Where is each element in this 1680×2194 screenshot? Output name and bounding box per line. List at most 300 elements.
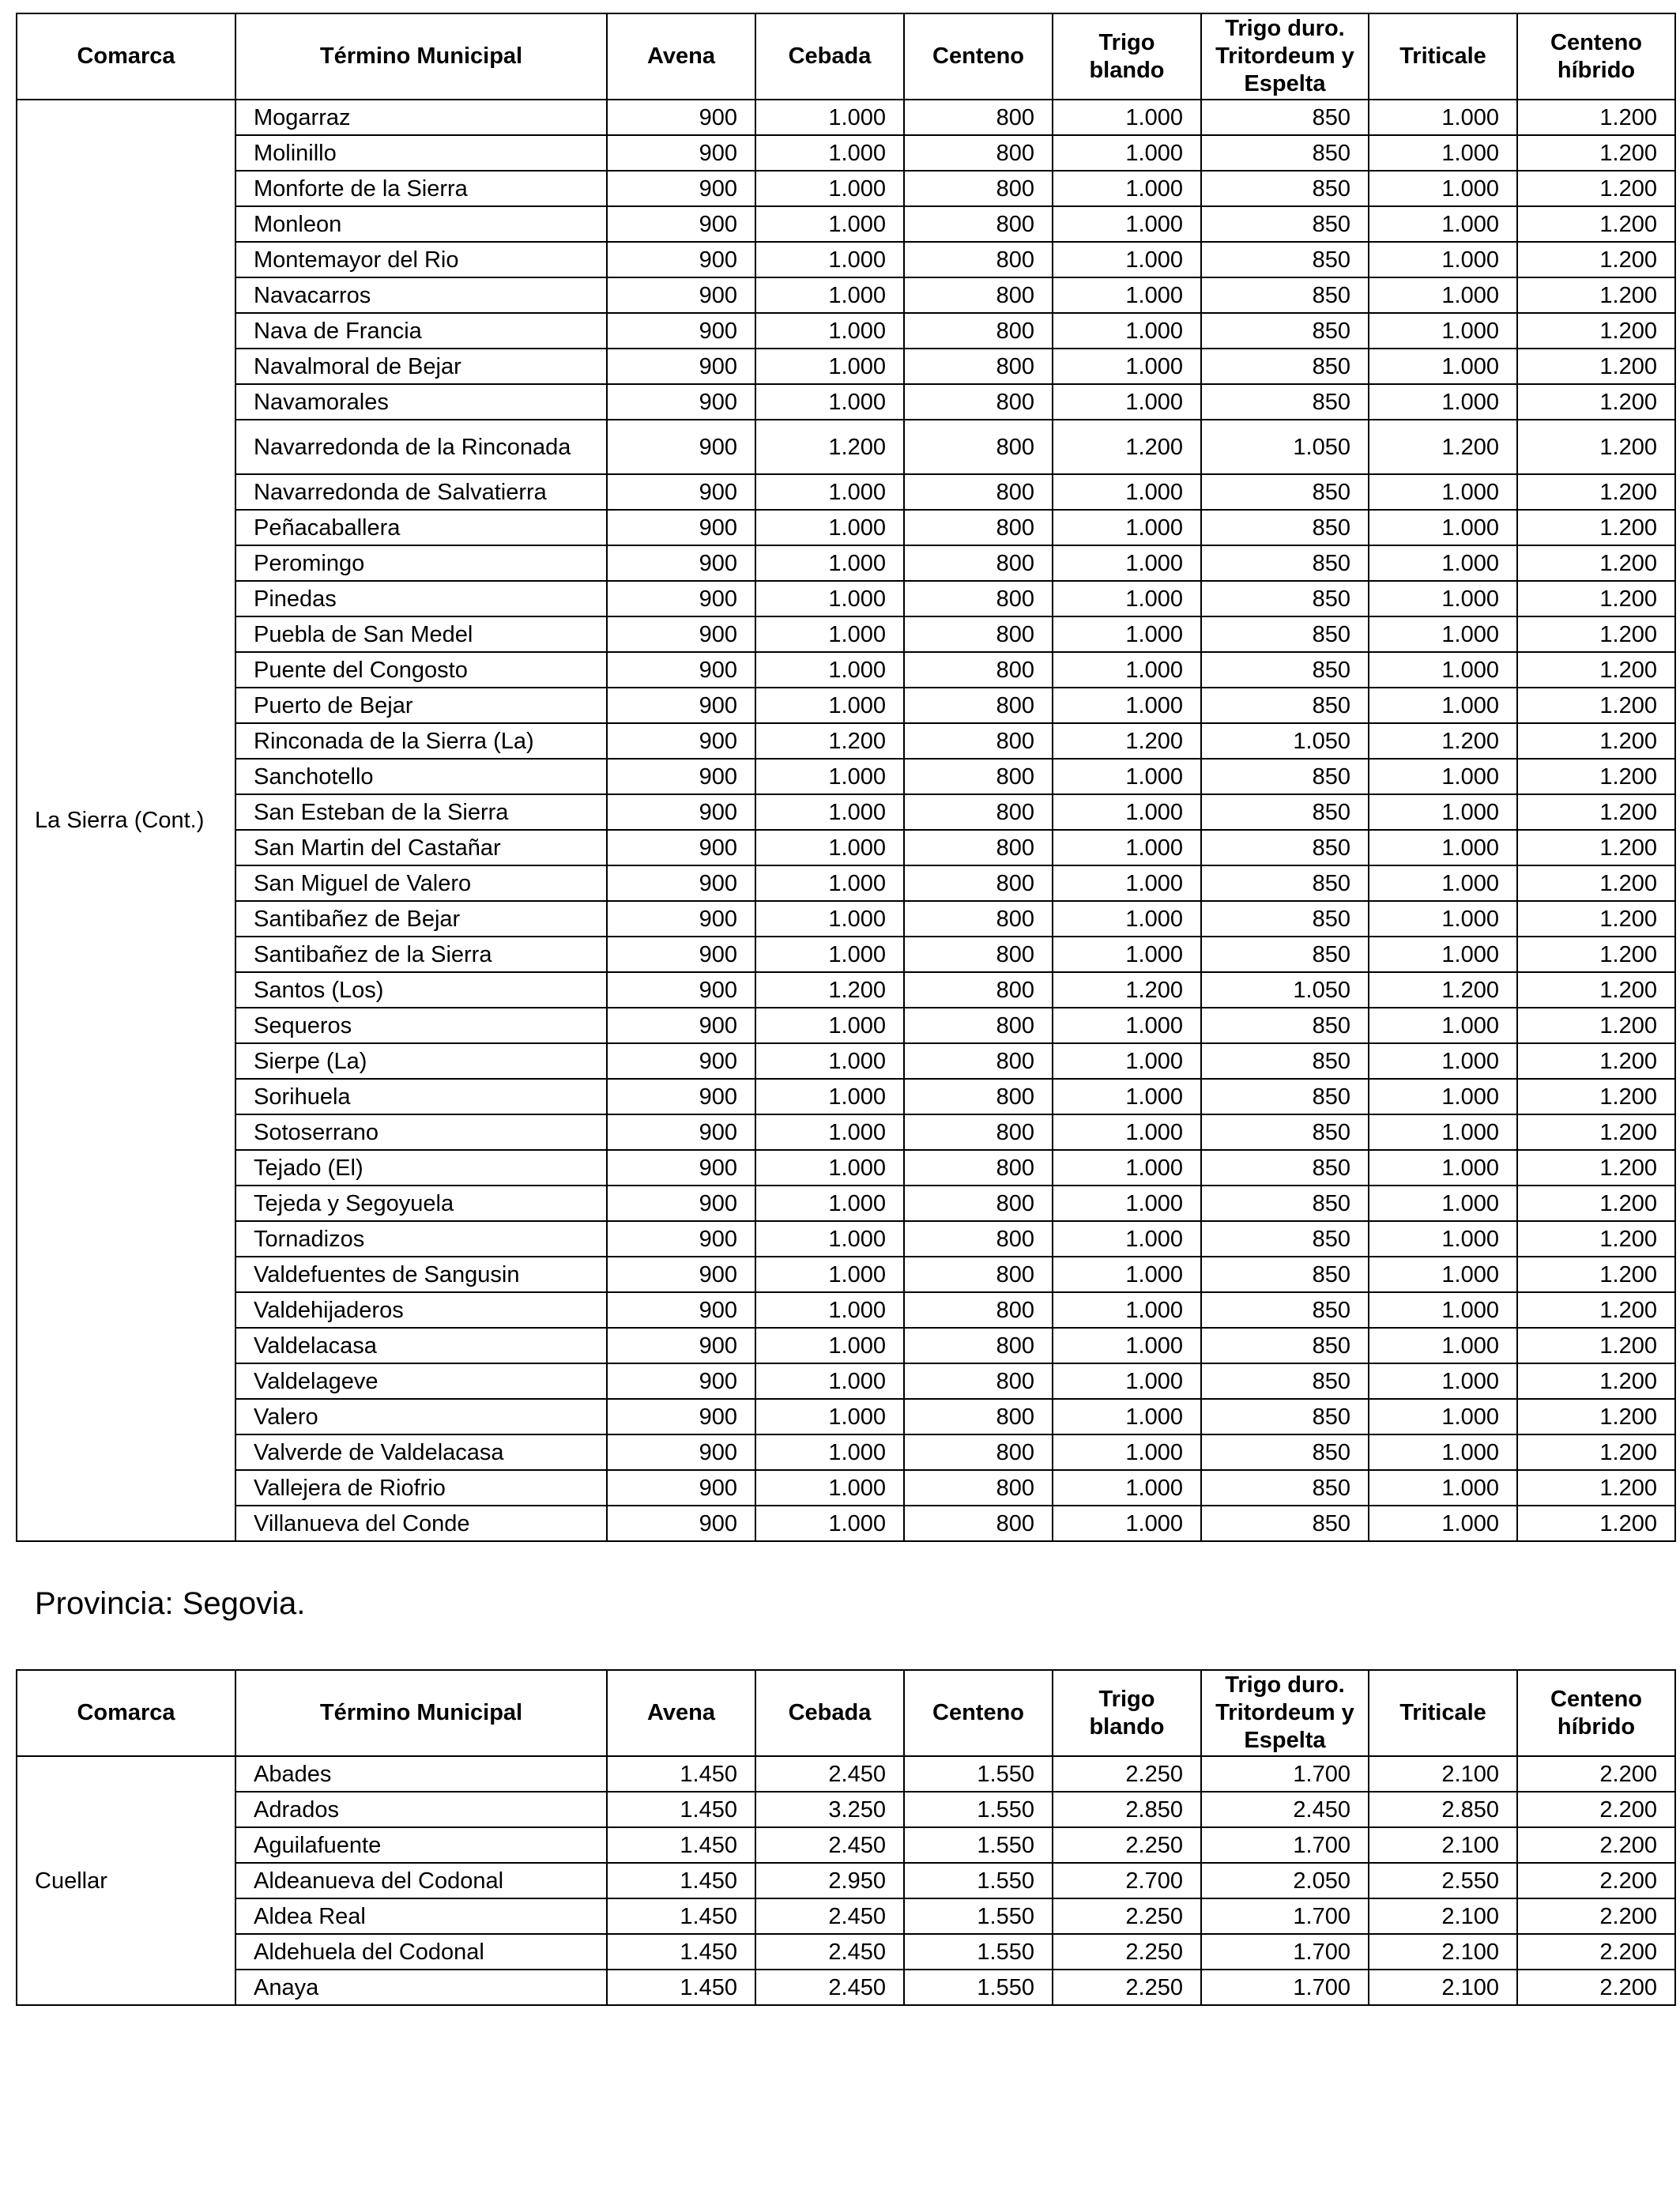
value-cell: 1.200 bbox=[1517, 1043, 1675, 1079]
table-row bbox=[17, 171, 1675, 206]
value-cell: 1.000 bbox=[1369, 277, 1517, 313]
value-cell: 850 bbox=[1201, 100, 1369, 135]
value-cell: 1.200 bbox=[1517, 1292, 1675, 1328]
value-cell: 850 bbox=[1201, 510, 1369, 545]
value-cell: 1.000 bbox=[1369, 1434, 1517, 1470]
value-cell: 1.200 bbox=[1517, 937, 1675, 972]
value-cell: 900 bbox=[607, 830, 755, 865]
municipio-cell: Santibañez de Bejar bbox=[235, 901, 607, 937]
value-cell: 900 bbox=[607, 1186, 755, 1221]
table-row bbox=[17, 723, 1675, 759]
value-cell: 900 bbox=[607, 1363, 755, 1399]
value-cell: 1.000 bbox=[1369, 759, 1517, 794]
value-cell: 1.000 bbox=[755, 1434, 904, 1470]
table-row bbox=[17, 1898, 1675, 1934]
municipio-cell: Tejado (El) bbox=[235, 1150, 607, 1186]
value-cell: 1.200 bbox=[1369, 420, 1517, 474]
value-cell: 1.450 bbox=[607, 1756, 755, 1792]
value-cell: 1.000 bbox=[1053, 242, 1201, 277]
municipio-cell: Puente del Congosto bbox=[235, 652, 607, 688]
value-cell: 850 bbox=[1201, 384, 1369, 420]
value-cell: 1.000 bbox=[1369, 937, 1517, 972]
value-cell: 2.200 bbox=[1517, 1970, 1675, 2005]
table-header-row bbox=[17, 13, 1675, 100]
value-cell: 800 bbox=[904, 937, 1053, 972]
value-cell: 800 bbox=[904, 510, 1053, 545]
value-cell: 800 bbox=[904, 1079, 1053, 1114]
value-cell: 1.200 bbox=[1517, 1186, 1675, 1221]
value-cell: 900 bbox=[607, 759, 755, 794]
value-cell: 900 bbox=[607, 1114, 755, 1150]
municipio-cell: Valero bbox=[235, 1399, 607, 1434]
value-cell: 1.000 bbox=[755, 242, 904, 277]
value-cell: 1.000 bbox=[755, 171, 904, 206]
value-cell: 1.200 bbox=[1053, 420, 1201, 474]
value-cell: 800 bbox=[904, 1434, 1053, 1470]
value-cell: 1.000 bbox=[755, 794, 904, 830]
table-row bbox=[17, 384, 1675, 420]
value-cell: 1.000 bbox=[1053, 688, 1201, 723]
value-cell: 1.000 bbox=[755, 581, 904, 616]
value-cell: 1.000 bbox=[1053, 1434, 1201, 1470]
value-cell: 1.000 bbox=[1369, 901, 1517, 937]
table-header-row bbox=[17, 1670, 1675, 1756]
value-cell: 800 bbox=[904, 688, 1053, 723]
table-row bbox=[17, 1221, 1675, 1257]
value-cell: 1.000 bbox=[755, 1328, 904, 1363]
value-cell: 800 bbox=[904, 1363, 1053, 1399]
municipio-cell: Aguilafuente bbox=[235, 1827, 607, 1863]
table-row bbox=[17, 1470, 1675, 1506]
header-avena: Avena bbox=[607, 1670, 755, 1756]
value-cell: 800 bbox=[904, 616, 1053, 652]
value-cell: 2.250 bbox=[1053, 1934, 1201, 1970]
table-row bbox=[17, 1328, 1675, 1363]
value-cell: 850 bbox=[1201, 1292, 1369, 1328]
value-cell: 1.000 bbox=[1369, 1506, 1517, 1541]
value-cell: 900 bbox=[607, 1434, 755, 1470]
value-cell: 800 bbox=[904, 1150, 1053, 1186]
value-cell: 900 bbox=[607, 1328, 755, 1363]
value-cell: 3.250 bbox=[755, 1792, 904, 1827]
value-cell: 900 bbox=[607, 1079, 755, 1114]
value-cell: 1.000 bbox=[755, 313, 904, 349]
value-cell: 1.000 bbox=[1053, 865, 1201, 901]
value-cell: 850 bbox=[1201, 206, 1369, 242]
value-cell: 1.000 bbox=[1053, 1363, 1201, 1399]
value-cell: 1.000 bbox=[1053, 474, 1201, 510]
value-cell: 800 bbox=[904, 420, 1053, 474]
value-cell: 1.000 bbox=[755, 349, 904, 384]
header-triticale: Triticale bbox=[1369, 1670, 1517, 1756]
value-cell: 1.200 bbox=[1517, 616, 1675, 652]
header-centeno: Centeno bbox=[904, 13, 1053, 100]
value-cell: 1.200 bbox=[1517, 1221, 1675, 1257]
value-cell: 1.550 bbox=[904, 1863, 1053, 1898]
value-cell: 850 bbox=[1201, 652, 1369, 688]
value-cell: 1.000 bbox=[1053, 1079, 1201, 1114]
municipio-cell: Sanchotello bbox=[235, 759, 607, 794]
value-cell: 1.200 bbox=[1517, 474, 1675, 510]
value-cell: 1.000 bbox=[1369, 1186, 1517, 1221]
value-cell: 1.200 bbox=[1517, 135, 1675, 171]
value-cell: 900 bbox=[607, 171, 755, 206]
table-row bbox=[17, 1363, 1675, 1399]
value-cell: 1.000 bbox=[1369, 652, 1517, 688]
value-cell: 800 bbox=[904, 349, 1053, 384]
value-cell: 1.200 bbox=[1517, 420, 1675, 474]
value-cell: 900 bbox=[607, 1399, 755, 1434]
value-cell: 800 bbox=[904, 1292, 1053, 1328]
value-cell: 1.000 bbox=[755, 100, 904, 135]
header-cebada: Cebada bbox=[755, 1670, 904, 1756]
value-cell: 900 bbox=[607, 100, 755, 135]
value-cell: 1.000 bbox=[1369, 545, 1517, 581]
value-cell: 800 bbox=[904, 277, 1053, 313]
table-row bbox=[17, 1150, 1675, 1186]
value-cell: 850 bbox=[1201, 1221, 1369, 1257]
value-cell: 900 bbox=[607, 135, 755, 171]
value-cell: 1.000 bbox=[755, 1114, 904, 1150]
value-cell: 900 bbox=[607, 420, 755, 474]
value-cell: 850 bbox=[1201, 616, 1369, 652]
value-cell: 1.200 bbox=[1517, 901, 1675, 937]
table-row bbox=[17, 794, 1675, 830]
value-cell: 1.200 bbox=[1369, 723, 1517, 759]
value-cell: 800 bbox=[904, 1257, 1053, 1292]
value-cell: 2.700 bbox=[1053, 1863, 1201, 1898]
value-cell: 1.000 bbox=[1369, 206, 1517, 242]
value-cell: 1.000 bbox=[1053, 1114, 1201, 1150]
value-cell: 800 bbox=[904, 1328, 1053, 1363]
value-cell: 1.550 bbox=[904, 1934, 1053, 1970]
value-cell: 1.000 bbox=[1053, 937, 1201, 972]
value-cell: 850 bbox=[1201, 1186, 1369, 1221]
municipio-cell: Montemayor del Rio bbox=[235, 242, 607, 277]
table-body bbox=[17, 100, 1675, 1541]
value-cell: 2.200 bbox=[1517, 1756, 1675, 1792]
value-cell: 1.000 bbox=[755, 937, 904, 972]
value-cell: 2.100 bbox=[1369, 1898, 1517, 1934]
value-cell: 1.000 bbox=[1369, 1257, 1517, 1292]
value-cell: 900 bbox=[607, 384, 755, 420]
table-row bbox=[17, 545, 1675, 581]
value-cell: 1.200 bbox=[1053, 723, 1201, 759]
table-row bbox=[17, 313, 1675, 349]
value-cell: 1.450 bbox=[607, 1970, 755, 2005]
value-cell: 1.000 bbox=[755, 901, 904, 937]
value-cell: 1.000 bbox=[755, 1257, 904, 1292]
value-cell: 850 bbox=[1201, 277, 1369, 313]
value-cell: 2.200 bbox=[1517, 1934, 1675, 1970]
value-cell: 1.000 bbox=[755, 652, 904, 688]
value-cell: 1.700 bbox=[1201, 1827, 1369, 1863]
value-cell: 1.000 bbox=[755, 510, 904, 545]
header-centeno-hibrido: Centeno híbrido bbox=[1517, 13, 1675, 100]
value-cell: 850 bbox=[1201, 794, 1369, 830]
value-cell: 1.200 bbox=[1517, 972, 1675, 1008]
value-cell: 1.000 bbox=[755, 474, 904, 510]
value-cell: 1.000 bbox=[755, 1079, 904, 1114]
municipio-cell: Villanueva del Conde bbox=[235, 1506, 607, 1541]
value-cell: 1.000 bbox=[1369, 616, 1517, 652]
value-cell: 800 bbox=[904, 1399, 1053, 1434]
value-cell: 850 bbox=[1201, 581, 1369, 616]
value-cell: 1.000 bbox=[1369, 581, 1517, 616]
value-cell: 1.000 bbox=[755, 1506, 904, 1541]
value-cell: 900 bbox=[607, 616, 755, 652]
value-cell: 1.000 bbox=[1053, 1221, 1201, 1257]
value-cell: 1.200 bbox=[1517, 206, 1675, 242]
value-cell: 1.450 bbox=[607, 1934, 755, 1970]
value-cell: 1.000 bbox=[1053, 1257, 1201, 1292]
yield-table-segovia bbox=[16, 1669, 1676, 2006]
header-avena: Avena bbox=[607, 13, 755, 100]
value-cell: 1.000 bbox=[1369, 135, 1517, 171]
value-cell: 1.000 bbox=[755, 865, 904, 901]
value-cell: 1.000 bbox=[755, 545, 904, 581]
value-cell: 2.100 bbox=[1369, 1970, 1517, 2005]
value-cell: 1.000 bbox=[1369, 1363, 1517, 1399]
table-row bbox=[17, 135, 1675, 171]
municipio-cell: Monforte de la Sierra bbox=[235, 171, 607, 206]
table-row bbox=[17, 688, 1675, 723]
value-cell: 900 bbox=[607, 1506, 755, 1541]
value-cell: 850 bbox=[1201, 1399, 1369, 1434]
municipio-cell: Santos (Los) bbox=[235, 972, 607, 1008]
value-cell: 1.000 bbox=[1053, 384, 1201, 420]
value-cell: 1.200 bbox=[1517, 277, 1675, 313]
value-cell: 1.000 bbox=[1369, 1328, 1517, 1363]
value-cell: 1.200 bbox=[1517, 652, 1675, 688]
value-cell: 1.700 bbox=[1201, 1970, 1369, 2005]
municipio-cell: Aldea Real bbox=[235, 1898, 607, 1934]
value-cell: 1.200 bbox=[1517, 1008, 1675, 1043]
value-cell: 850 bbox=[1201, 759, 1369, 794]
table-row bbox=[17, 1792, 1675, 1827]
municipio-cell: Tejeda y Segoyuela bbox=[235, 1186, 607, 1221]
value-cell: 1.200 bbox=[1517, 349, 1675, 384]
value-cell: 1.200 bbox=[1369, 972, 1517, 1008]
value-cell: 2.450 bbox=[755, 1756, 904, 1792]
value-cell: 1.200 bbox=[1517, 510, 1675, 545]
municipio-cell: Navacarros bbox=[235, 277, 607, 313]
value-cell: 1.000 bbox=[1053, 616, 1201, 652]
value-cell: 1.000 bbox=[1053, 1008, 1201, 1043]
value-cell: 1.000 bbox=[1053, 794, 1201, 830]
value-cell: 800 bbox=[904, 313, 1053, 349]
value-cell: 1.000 bbox=[1369, 1079, 1517, 1114]
municipio-cell: Tornadizos bbox=[235, 1221, 607, 1257]
municipio-cell: San Esteban de la Sierra bbox=[235, 794, 607, 830]
table-row bbox=[17, 901, 1675, 937]
comarca-cell: La Sierra (Cont.) bbox=[17, 100, 235, 1541]
value-cell: 900 bbox=[607, 1008, 755, 1043]
value-cell: 800 bbox=[904, 206, 1053, 242]
value-cell: 1.000 bbox=[1369, 1470, 1517, 1506]
table-row bbox=[17, 937, 1675, 972]
value-cell: 2.450 bbox=[755, 1898, 904, 1934]
value-cell: 1.000 bbox=[1369, 349, 1517, 384]
value-cell: 1.000 bbox=[755, 1221, 904, 1257]
header-trigo-duro: Trigo duro. Tritordeum y Espelta bbox=[1201, 13, 1369, 100]
header-centeno: Centeno bbox=[904, 1670, 1053, 1756]
municipio-cell: Puebla de San Medel bbox=[235, 616, 607, 652]
value-cell: 1.200 bbox=[1517, 1328, 1675, 1363]
table-row bbox=[17, 510, 1675, 545]
value-cell: 850 bbox=[1201, 937, 1369, 972]
value-cell: 1.200 bbox=[755, 723, 904, 759]
yield-table-salamanca bbox=[16, 13, 1676, 1542]
value-cell: 850 bbox=[1201, 313, 1369, 349]
value-cell: 1.550 bbox=[904, 1827, 1053, 1863]
value-cell: 850 bbox=[1201, 1470, 1369, 1506]
table-row bbox=[17, 206, 1675, 242]
value-cell: 2.200 bbox=[1517, 1827, 1675, 1863]
municipio-cell: Valdefuentes de Sangusin bbox=[235, 1257, 607, 1292]
value-cell: 1.000 bbox=[1369, 242, 1517, 277]
value-cell: 1.200 bbox=[1053, 972, 1201, 1008]
value-cell: 2.100 bbox=[1369, 1827, 1517, 1863]
value-cell: 2.200 bbox=[1517, 1792, 1675, 1827]
table-row bbox=[17, 242, 1675, 277]
value-cell: 1.000 bbox=[755, 1399, 904, 1434]
municipio-cell: Sorihuela bbox=[235, 1079, 607, 1114]
value-cell: 1.000 bbox=[755, 1150, 904, 1186]
value-cell: 1.000 bbox=[1053, 581, 1201, 616]
table-row bbox=[17, 652, 1675, 688]
municipio-cell: Navarredonda de Salvatierra bbox=[235, 474, 607, 510]
value-cell: 900 bbox=[607, 1470, 755, 1506]
value-cell: 1.550 bbox=[904, 1756, 1053, 1792]
value-cell: 1.000 bbox=[1369, 100, 1517, 135]
value-cell: 1.000 bbox=[1369, 1399, 1517, 1434]
value-cell: 800 bbox=[904, 1186, 1053, 1221]
value-cell: 1.200 bbox=[1517, 1434, 1675, 1470]
value-cell: 2.200 bbox=[1517, 1898, 1675, 1934]
value-cell: 1.000 bbox=[1053, 1470, 1201, 1506]
header-termino-municipal: Término Municipal bbox=[235, 1670, 607, 1756]
value-cell: 800 bbox=[904, 972, 1053, 1008]
table-row bbox=[17, 865, 1675, 901]
value-cell: 2.450 bbox=[755, 1934, 904, 1970]
value-cell: 900 bbox=[607, 1221, 755, 1257]
value-cell: 1.200 bbox=[1517, 1257, 1675, 1292]
value-cell: 800 bbox=[904, 901, 1053, 937]
table-row bbox=[17, 759, 1675, 794]
value-cell: 1.000 bbox=[1053, 1506, 1201, 1541]
value-cell: 850 bbox=[1201, 1434, 1369, 1470]
value-cell: 1.000 bbox=[755, 135, 904, 171]
provincia-heading: Provincia: Segovia. bbox=[35, 1586, 306, 1621]
value-cell: 850 bbox=[1201, 1079, 1369, 1114]
value-cell: 1.450 bbox=[607, 1827, 755, 1863]
value-cell: 1.200 bbox=[1517, 723, 1675, 759]
municipio-cell: Aldehuela del Codonal bbox=[235, 1934, 607, 1970]
table-row bbox=[17, 1506, 1675, 1541]
value-cell: 1.000 bbox=[755, 830, 904, 865]
value-cell: 1.000 bbox=[1053, 759, 1201, 794]
municipio-cell: Valverde de Valdelacasa bbox=[235, 1434, 607, 1470]
value-cell: 1.200 bbox=[1517, 100, 1675, 135]
value-cell: 1.200 bbox=[1517, 1399, 1675, 1434]
value-cell: 900 bbox=[607, 1292, 755, 1328]
value-cell: 1.000 bbox=[1369, 865, 1517, 901]
municipio-cell: Peñacaballera bbox=[235, 510, 607, 545]
value-cell: 1.200 bbox=[1517, 1506, 1675, 1541]
value-cell: 800 bbox=[904, 581, 1053, 616]
table-row bbox=[17, 1114, 1675, 1150]
header-centeno-hibrido: Centeno híbrido bbox=[1517, 1670, 1675, 1756]
value-cell: 1.550 bbox=[904, 1898, 1053, 1934]
municipio-cell: Sotoserrano bbox=[235, 1114, 607, 1150]
value-cell: 900 bbox=[607, 313, 755, 349]
table-row bbox=[17, 1434, 1675, 1470]
value-cell: 1.550 bbox=[904, 1970, 1053, 2005]
value-cell: 800 bbox=[904, 830, 1053, 865]
table-row bbox=[17, 1934, 1675, 1970]
value-cell: 1.000 bbox=[1053, 901, 1201, 937]
value-cell: 1.550 bbox=[904, 1792, 1053, 1827]
table-row bbox=[17, 1827, 1675, 1863]
value-cell: 850 bbox=[1201, 830, 1369, 865]
value-cell: 1.000 bbox=[1369, 1221, 1517, 1257]
municipio-cell: Anaya bbox=[235, 1970, 607, 2005]
value-cell: 1.000 bbox=[1369, 1114, 1517, 1150]
value-cell: 1.700 bbox=[1201, 1756, 1369, 1792]
value-cell: 1.000 bbox=[1053, 206, 1201, 242]
municipio-cell: Peromingo bbox=[235, 545, 607, 581]
value-cell: 1.000 bbox=[1053, 545, 1201, 581]
value-cell: 800 bbox=[904, 723, 1053, 759]
value-cell: 1.000 bbox=[1053, 349, 1201, 384]
value-cell: 850 bbox=[1201, 688, 1369, 723]
value-cell: 1.200 bbox=[755, 420, 904, 474]
table-row bbox=[17, 1292, 1675, 1328]
value-cell: 850 bbox=[1201, 1363, 1369, 1399]
value-cell: 850 bbox=[1201, 1328, 1369, 1363]
municipio-cell: Nava de Francia bbox=[235, 313, 607, 349]
value-cell: 900 bbox=[607, 349, 755, 384]
value-cell: 900 bbox=[607, 474, 755, 510]
value-cell: 900 bbox=[607, 1043, 755, 1079]
value-cell: 1.700 bbox=[1201, 1898, 1369, 1934]
municipio-cell: Rinconada de la Sierra (La) bbox=[235, 723, 607, 759]
value-cell: 850 bbox=[1201, 474, 1369, 510]
value-cell: 1.000 bbox=[755, 688, 904, 723]
value-cell: 1.000 bbox=[755, 1363, 904, 1399]
value-cell: 900 bbox=[607, 581, 755, 616]
value-cell: 1.200 bbox=[1517, 1114, 1675, 1150]
municipio-cell: Valdelacasa bbox=[235, 1328, 607, 1363]
value-cell: 1.000 bbox=[1369, 510, 1517, 545]
value-cell: 800 bbox=[904, 545, 1053, 581]
value-cell: 1.000 bbox=[1369, 1043, 1517, 1079]
value-cell: 2.250 bbox=[1053, 1898, 1201, 1934]
municipio-cell: Valdehijaderos bbox=[235, 1292, 607, 1328]
value-cell: 1.000 bbox=[755, 1186, 904, 1221]
value-cell: 850 bbox=[1201, 1257, 1369, 1292]
value-cell: 900 bbox=[607, 723, 755, 759]
municipio-cell: Aldeanueva del Codonal bbox=[235, 1863, 607, 1898]
municipio-cell: Navarredonda de la Rinconada bbox=[235, 420, 607, 474]
value-cell: 1.000 bbox=[1053, 652, 1201, 688]
value-cell: 1.000 bbox=[1053, 100, 1201, 135]
value-cell: 900 bbox=[607, 242, 755, 277]
municipio-cell: Abades bbox=[235, 1756, 607, 1792]
value-cell: 1.000 bbox=[1053, 1043, 1201, 1079]
value-cell: 1.000 bbox=[1053, 1186, 1201, 1221]
